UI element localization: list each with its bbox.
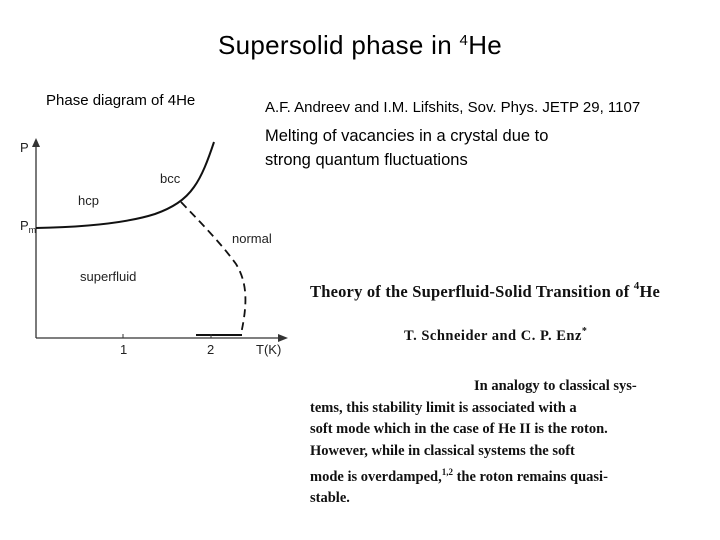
title-superscript: 4 [459,32,469,49]
melting-line-2: strong quantum fluctuations [265,151,468,169]
slide-title [0,30,720,61]
phase-diagram [0,130,300,370]
paper-line-1: In analogy to classical sys- [474,378,637,394]
melting-curve [36,142,214,228]
region-label-normal: normal [232,231,272,246]
paper-body [310,376,715,510]
axis-label-t: T(K) [256,342,282,357]
melting-description [265,124,548,172]
title-tail: He [468,30,503,60]
paper-excerpt [300,266,718,506]
diagram-caption: Phase diagram of 4He [46,92,196,109]
paper-line-3: soft mode which in the case of He II is the roton. [310,421,608,437]
title-text: Supersolid phase in [217,30,460,60]
paper-title: Theory of the Superfluid-Solid Transition of $^4$He [310,280,661,301]
paper-line-5: mode is overdamped,$^{1,2}$ the roton remains quasi- [310,467,608,485]
paper-line-4: However, while in classical systems the soft [310,442,575,459]
region-label-hcp: hcp [78,193,99,208]
reference-citation: A.F. Andreev and I.M. Lifshits, Sov. Phys. JETP 29, 1107 [265,99,641,116]
paper-line-2: tems, this stability limit is associated with a [310,399,577,416]
region-label-superfluid: superfluid [80,269,137,284]
axis-label-p: P [20,140,29,155]
region-label-bcc: bcc [160,171,181,186]
lambda-line [181,202,245,334]
melting-line-1: Melting of vacancies in a crystal due to [265,127,549,145]
paper-line-6: stable. [310,490,350,507]
tick-label-1: 1 [120,342,128,357]
axis-label-pm: $P_m$ [20,218,37,235]
y-axis-arrow [32,138,40,147]
x-axis-arrow [278,334,288,342]
tick-label-2: 2 [207,342,215,357]
paper-authors: T. Schneider and C. P. Enz* [404,326,588,344]
